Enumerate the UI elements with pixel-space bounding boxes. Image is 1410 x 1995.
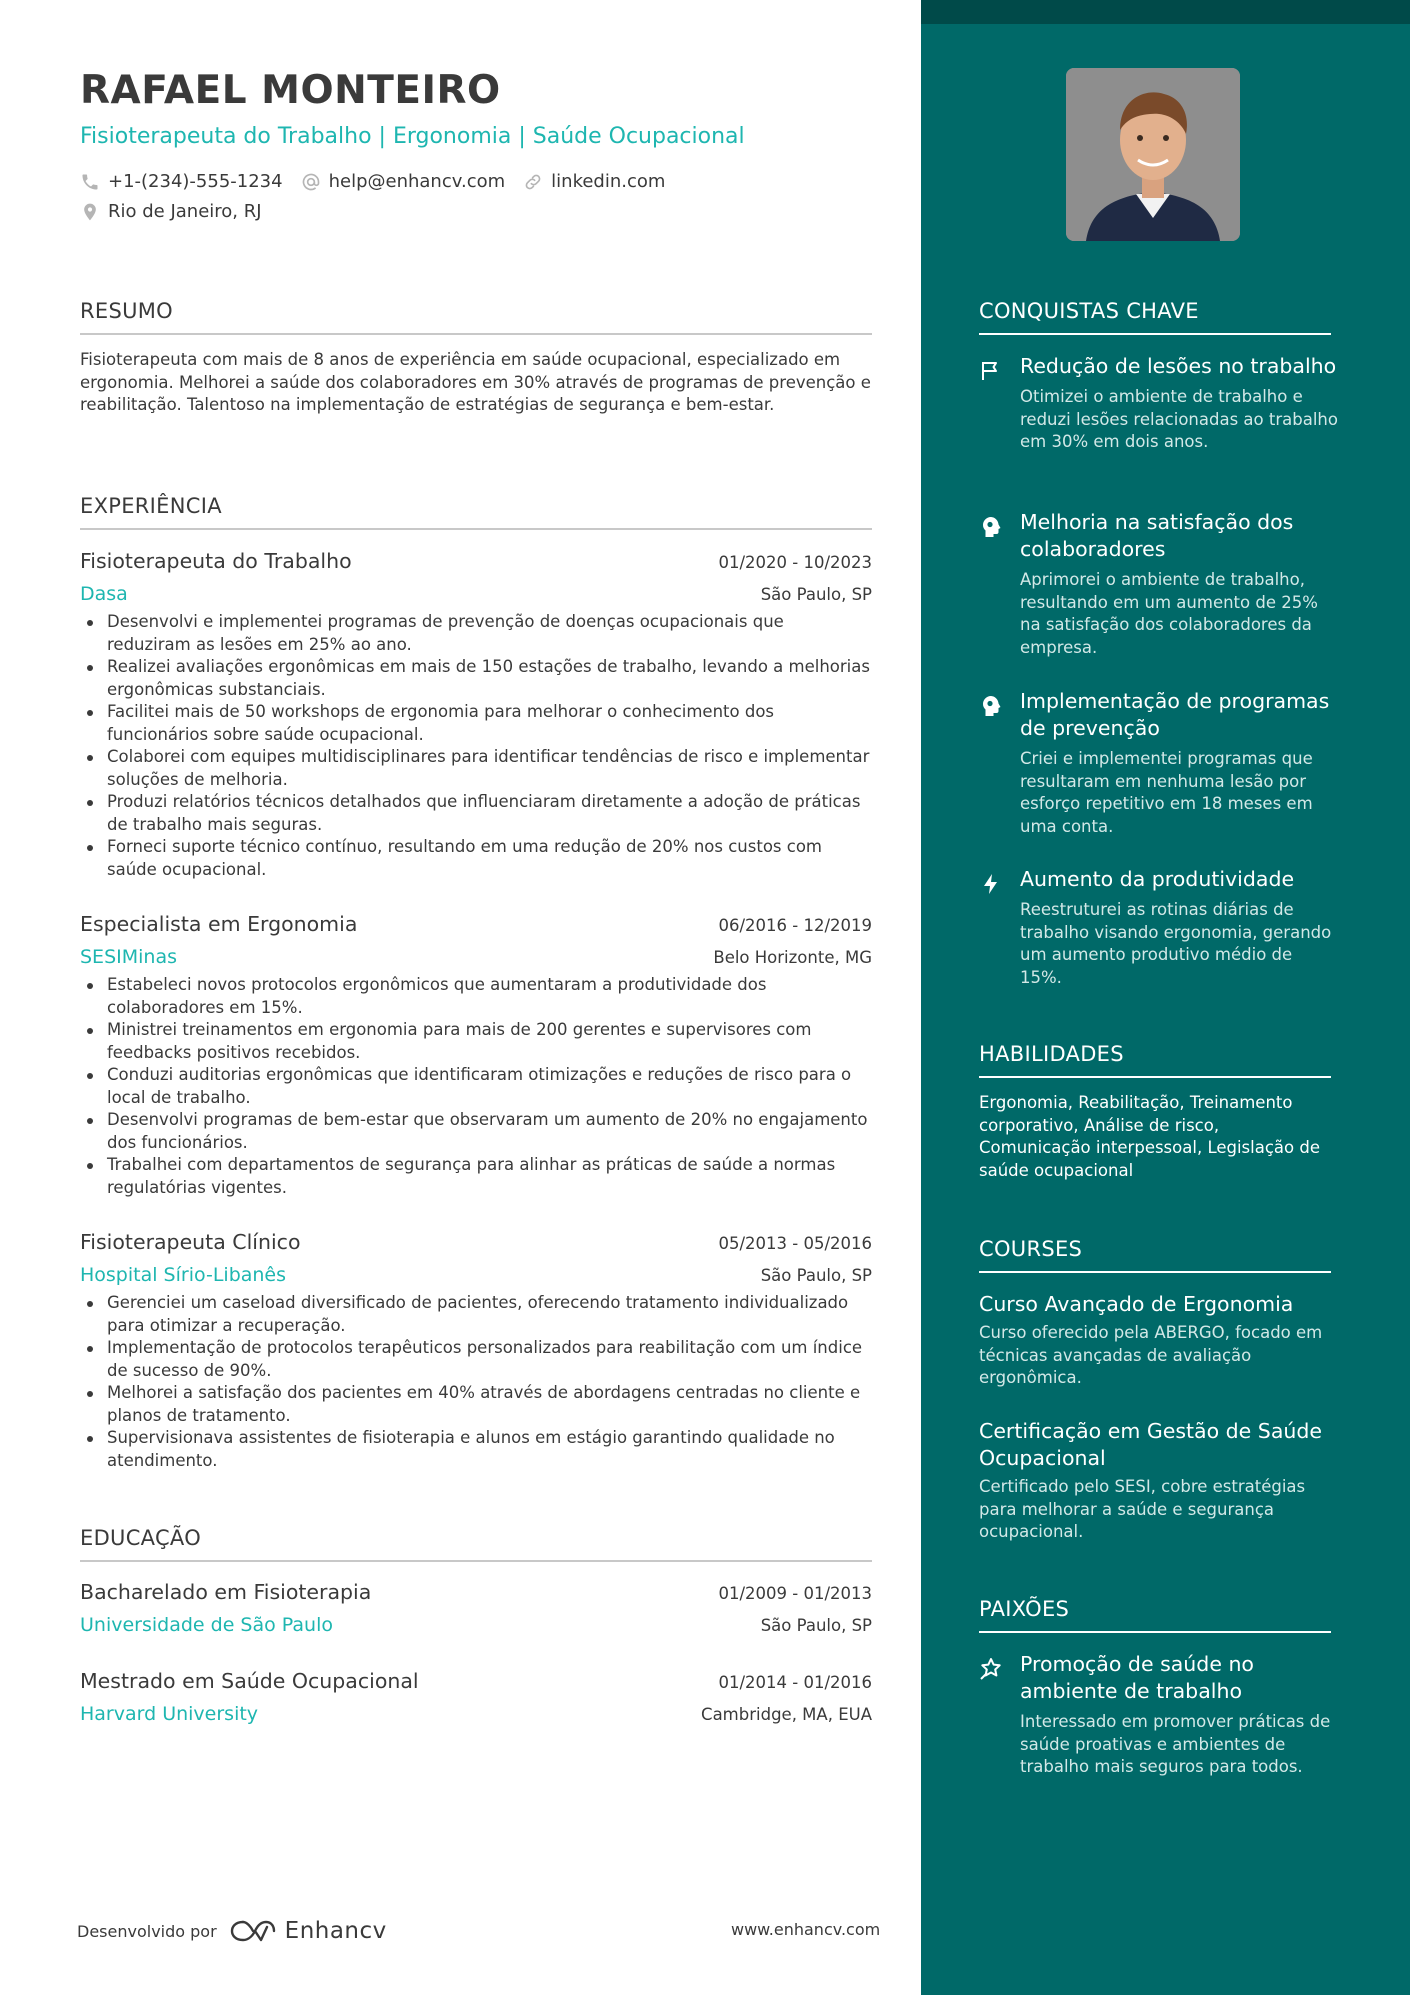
footer-brand[interactable]: Enhancv xyxy=(284,1918,387,1944)
avatar xyxy=(1066,68,1240,241)
star-hand-icon xyxy=(979,1657,1003,1681)
achievement-text: Criei e implementei programas que resultaram em nenhuma lesão por esforço repetitivo em 18 meses em uma conta. xyxy=(1020,749,1313,836)
course-text: Certificado pelo SESI, cobre estratégias para melhorar a saúde e segurança ocupacional. xyxy=(979,1477,1306,1541)
job-company: Hospital Sírio-Libanês xyxy=(80,1264,287,1286)
course-title: Curso Avançado de Ergonomia xyxy=(979,1292,1294,1316)
courses-heading: COURSES xyxy=(979,1237,1331,1273)
linkedin-text[interactable]: linkedin.com xyxy=(551,171,666,192)
contact-phone xyxy=(80,171,283,192)
course-text: Curso oferecido pela ABERGO, focado em técnicas avançadas de avaliação ergonômica. xyxy=(979,1323,1323,1387)
experience-heading: EXPERIÊNCIA xyxy=(80,494,872,530)
bullet: Forneci suporte técnico contínuo, resultando em uma redução de 20% nos custos com saúde ocupacional. xyxy=(80,836,872,881)
bullet: Realizei avaliações ergonômicas em mais de 150 estações de trabalho, levando a melhorias ergonômicas substanciais. xyxy=(80,656,872,701)
achievement-item xyxy=(979,688,1339,838)
education-section xyxy=(80,1526,872,1562)
bullet: Facilitei mais de 50 workshops de ergonomia para melhorar o conhecimento dos funcionários sobre saúde ocupacional. xyxy=(80,701,872,746)
job-role: Fisioterapeuta do Trabalho xyxy=(80,549,352,573)
job-dates: 05/2013 - 05/2016 xyxy=(718,1234,872,1253)
job-dates: 06/2016 - 12/2019 xyxy=(718,916,872,935)
education-dates: 01/2014 - 01/2016 xyxy=(718,1673,872,1692)
achievement-text: Aprimorei o ambiente de trabalho, resultando em um aumento de 25% na satisfação dos colaboradores da empresa. xyxy=(1020,570,1318,657)
bullet: Ministrei treinamentos em ergonomia para mais de 200 gerentes e supervisores com feedbacks positivos recebidos. xyxy=(80,1019,872,1064)
bullet: Colaborei com equipes multidisciplinares para identificar tendências de risco e implementar soluções de melhoria. xyxy=(80,746,872,791)
summary-section xyxy=(80,299,872,417)
contact-location xyxy=(80,201,280,222)
experience-section xyxy=(80,494,872,530)
course-item xyxy=(979,1291,1331,1390)
summary-text: Fisioterapeuta com mais de 8 anos de experiência em saúde ocupacional, especializado em ergonomia. Melhorei a saúde dos colaboradores em 30% através de programas de prevenção e reabilitação. Talentoso na implementação de estratégias de segurança e bem-estar. xyxy=(80,350,871,414)
contact-email[interactable] xyxy=(301,171,506,192)
education-dates: 01/2009 - 01/2013 xyxy=(718,1584,872,1603)
job-role: Fisioterapeuta Clínico xyxy=(80,1230,301,1254)
location-pin-icon xyxy=(80,202,100,222)
summary-heading: RESUMO xyxy=(80,299,872,335)
footer-website[interactable]: www.enhancv.com xyxy=(731,1920,881,1939)
job-location: São Paulo, SP xyxy=(760,1266,872,1285)
degree: Mestrado em Saúde Ocupacional xyxy=(80,1669,419,1693)
education-location: Cambridge, MA, EUA xyxy=(701,1705,872,1724)
passion-title: Promoção de saúde no ambiente de trabalho xyxy=(1020,1652,1254,1703)
job-bullets xyxy=(80,974,872,1199)
skills-text: Ergonomia, Reabilitação, Treinamento corporativo, Análise de risco, Comunicação interpessoal, Legislação de saúde ocupacional xyxy=(979,1093,1320,1180)
head-brain-icon xyxy=(979,694,1003,718)
experience-entry xyxy=(80,549,872,881)
achievement-item xyxy=(979,866,1339,989)
job-bullets xyxy=(80,611,872,881)
job-company: Dasa xyxy=(80,583,128,605)
job-location: São Paulo, SP xyxy=(760,585,872,604)
profile-photo xyxy=(1066,68,1240,241)
school: Universidade de São Paulo xyxy=(80,1614,333,1636)
achievement-title: Implementação de programas de prevenção xyxy=(1020,689,1330,740)
bullet: Desenvolvi e implementei programas de prevenção de doenças ocupacionais que reduziram as lesões em 25% ao ano. xyxy=(80,611,872,656)
candidate-title: Fisioterapeuta do Trabalho | Ergonomia | Saúde Ocupacional xyxy=(80,124,745,149)
achievements-heading: CONQUISTAS CHAVE xyxy=(979,299,1331,335)
achievement-title: Aumento da produtividade xyxy=(1020,867,1295,891)
achievement-item xyxy=(979,353,1339,454)
achievement-title: Melhoria na satisfação dos colaboradores xyxy=(1020,510,1294,561)
job-company: SESIMinas xyxy=(80,946,177,968)
bullet: Implementação de protocolos terapêuticos personalizados para reabilitação com um índice de sucesso de 90%. xyxy=(80,1337,872,1382)
education-heading: EDUCAÇÃO xyxy=(80,1526,872,1562)
courses-section xyxy=(979,1237,1331,1273)
job-dates: 01/2020 - 10/2023 xyxy=(718,553,872,572)
achievements-section xyxy=(979,299,1331,335)
job-role: Especialista em Ergonomia xyxy=(80,912,358,936)
at-icon xyxy=(301,172,321,192)
course-item xyxy=(979,1418,1331,1544)
bullet: Supervisionava assistentes de fisioterapia e alunos em estágio garantindo qualidade no atendimento. xyxy=(80,1427,872,1472)
passion-item xyxy=(979,1651,1339,1779)
location-item xyxy=(80,201,262,222)
achievement-text: Reestruturei as rotinas diárias de trabalho visando ergonomia, gerando um aumento produtivo médio de 15%. xyxy=(1020,900,1332,987)
achievement-title: Redução de lesões no trabalho xyxy=(1020,354,1337,378)
skills-heading: HABILIDADES xyxy=(979,1042,1331,1078)
email-text[interactable]: help@enhancv.com xyxy=(328,171,506,192)
footer-branding xyxy=(77,1918,387,1944)
enhancv-logo-icon xyxy=(229,1918,277,1944)
experience-entry xyxy=(80,912,872,1199)
education-location: São Paulo, SP xyxy=(760,1616,872,1635)
phone-icon xyxy=(80,172,100,192)
contact-row xyxy=(80,171,683,192)
school: Harvard University xyxy=(80,1703,259,1725)
achievement-item xyxy=(979,509,1339,659)
achievement-text: Otimizei o ambiente de trabalho e reduzi lesões relacionadas ao trabalho em 30% em dois anos. xyxy=(1020,387,1338,451)
link-icon xyxy=(523,172,543,192)
job-location: Belo Horizonte, MG xyxy=(713,948,872,967)
education-entry xyxy=(80,1580,872,1636)
location-text: Rio de Janeiro, RJ xyxy=(108,201,262,222)
passions-heading: PAIXÕES xyxy=(979,1597,1331,1633)
flag-icon xyxy=(979,359,1003,383)
bullet: Desenvolvi programas de bem-estar que observaram um aumento de 20% no engajamento dos funcionários. xyxy=(80,1109,872,1154)
passion-text: Interessado em promover práticas de saúde proativas e ambientes de trabalho mais seguros para todos. xyxy=(1020,1712,1331,1776)
bullet: Melhorei a satisfação dos pacientes em 40% através de abordagens centradas no cliente e planos de tratamento. xyxy=(80,1382,872,1427)
skills-section xyxy=(979,1042,1331,1182)
education-entry xyxy=(80,1669,872,1725)
bullet: Produzi relatórios técnicos detalhados que influenciaram diretamente a adoção de práticas de trabalho mais seguras. xyxy=(80,791,872,836)
sidebar-top-band xyxy=(921,0,1410,24)
course-title: Certificação em Gestão de Saúde Ocupacional xyxy=(979,1419,1322,1470)
candidate-name: RAFAEL MONTEIRO xyxy=(80,68,501,113)
contact-linkedin[interactable] xyxy=(523,171,665,192)
degree: Bacharelado em Fisioterapia xyxy=(80,1580,372,1604)
bullet: Trabalhei com departamentos de segurança para alinhar as práticas de saúde a normas regulatórias vigentes. xyxy=(80,1154,872,1199)
passions-section xyxy=(979,1597,1331,1633)
job-bullets xyxy=(80,1292,872,1472)
bullet: Conduzi auditorias ergonômicas que identificaram otimizações e reduções de risco para o local de trabalho. xyxy=(80,1064,872,1109)
bullet: Estabeleci novos protocolos ergonômicos que aumentaram a produtividade dos colaboradores em 15%. xyxy=(80,974,872,1019)
bullet: Gerenciei um caseload diversificado de pacientes, oferecendo tratamento individualizado para otimizar a recuperação. xyxy=(80,1292,872,1337)
head-brain-icon xyxy=(979,515,1003,539)
lightning-icon xyxy=(979,872,1003,896)
experience-entry xyxy=(80,1230,872,1472)
phone-text: +1-(234)-555-1234 xyxy=(108,171,283,192)
powered-by-text: Desenvolvido por xyxy=(77,1921,217,1941)
